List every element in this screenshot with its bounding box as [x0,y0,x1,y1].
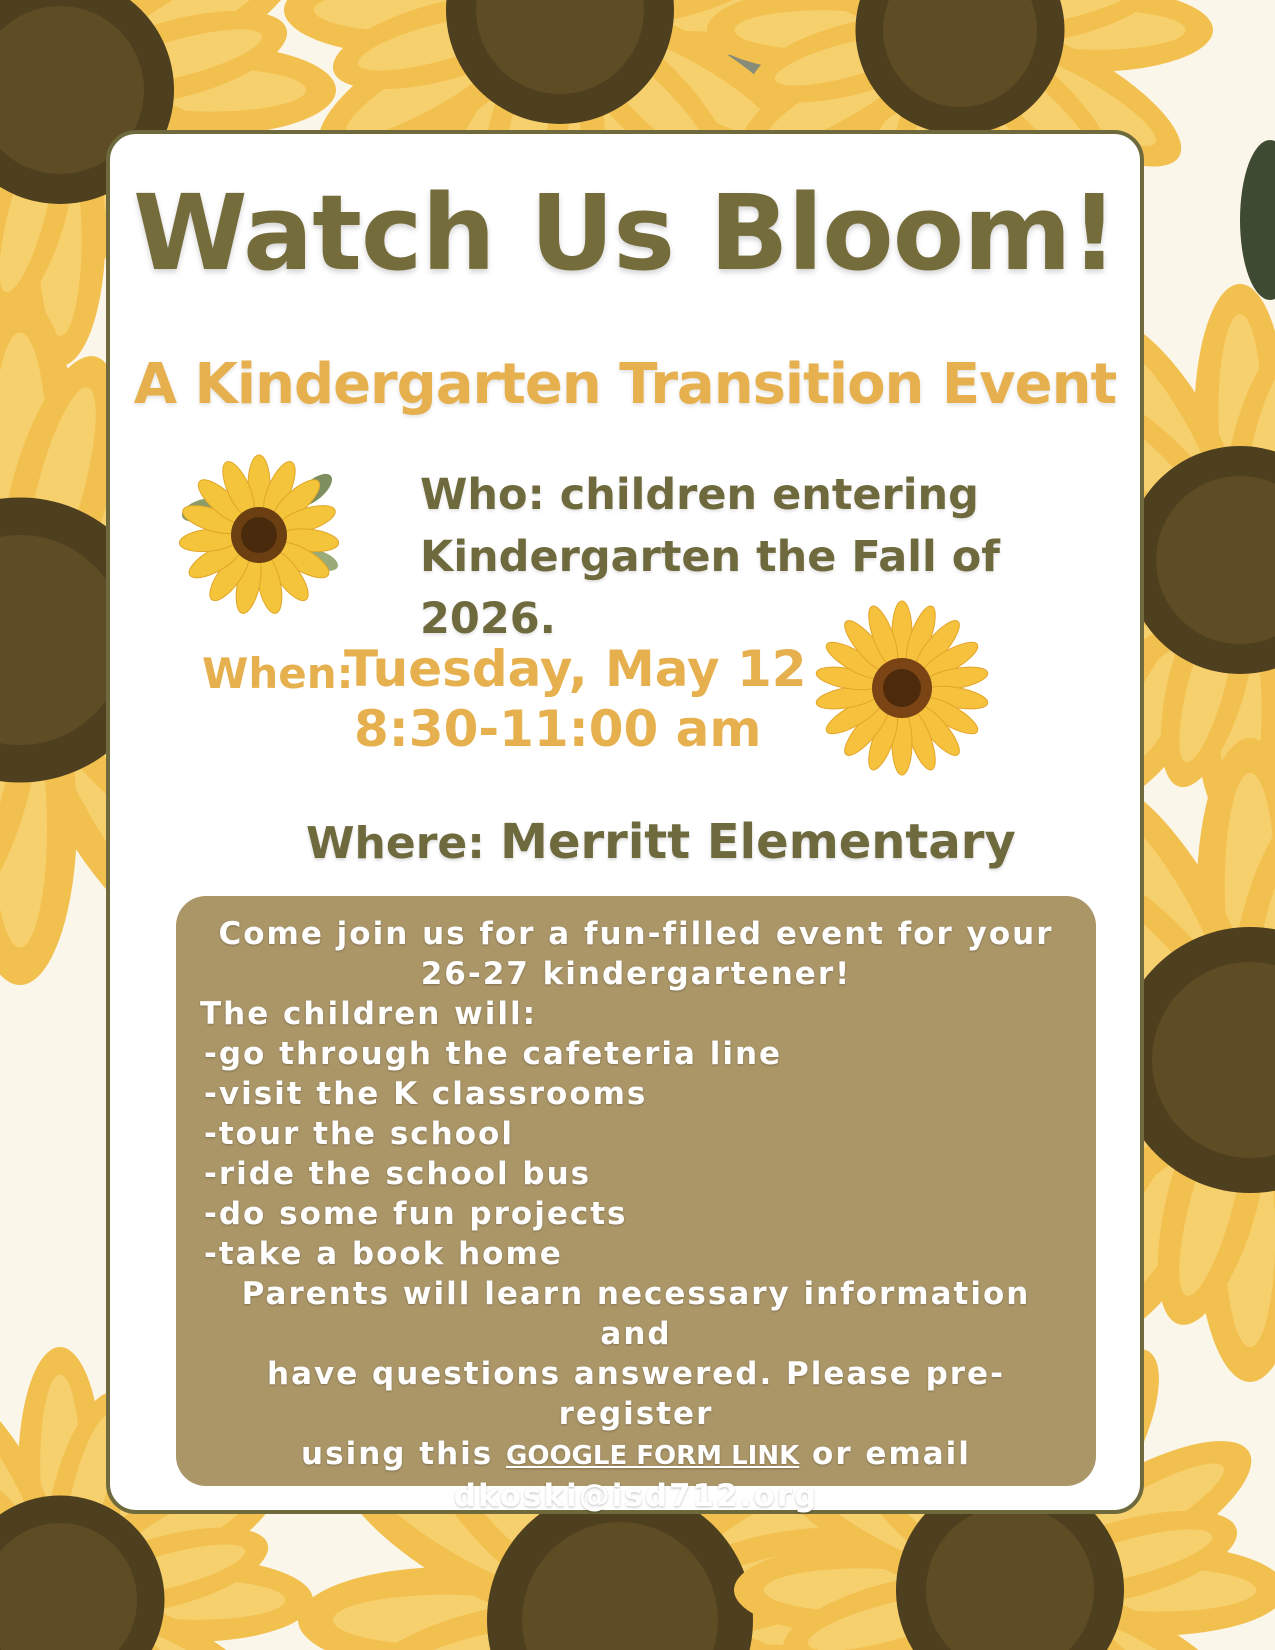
parents-line-3-post: or email [812,1436,971,1472]
when-date: Tuesday, May 12 [344,640,807,698]
flyer-title: Watch Us Bloom! [133,172,1117,294]
list-heading: The children will: [200,996,538,1032]
who-line-2: Kindergarten the Fall of 2026. [420,532,1000,644]
flyer-card [106,130,1144,1514]
when-label: When: [202,649,354,698]
where-section [306,814,1016,870]
where-label: Where: [306,818,485,869]
intro-line-1: Come join us for a fun-filled event for your [218,916,1054,952]
intro-line-2: 26-27 kindergartener! [420,956,852,992]
sunflower-icon [812,598,992,778]
parents-line-1: Parents will learn necessary information and [241,1276,1031,1352]
google-form-link[interactable]: GOOGLE FORM LINK [506,1441,800,1471]
details-box [176,896,1096,1514]
list-item: -take a book home [204,1236,563,1272]
parents-line-3 [200,1434,1072,1476]
contact-email[interactable]: dkoski@isd712.org [453,1478,819,1514]
list-item: -go through the cafeteria line [204,1036,783,1072]
list-item: -visit the K classrooms [204,1076,648,1112]
who-line-1: Who: children entering [420,470,979,520]
list-item: -ride the school bus [204,1156,592,1192]
activity-list [200,1034,1072,1274]
flyer-subtitle: A Kindergarten Transition Event [133,352,1117,417]
list-item: -tour the school [204,1116,514,1152]
where-value: Merritt Elementary [500,814,1016,870]
list-item: -do some fun projects [204,1196,628,1232]
parents-line-3-pre: using this [301,1436,494,1472]
when-value [344,639,807,759]
when-time: 8:30-11:00 am [354,700,762,758]
sunflower-icon [174,450,344,620]
who-section [420,464,1100,650]
parents-line-2: have questions answered. Please pre-register [267,1356,1005,1432]
